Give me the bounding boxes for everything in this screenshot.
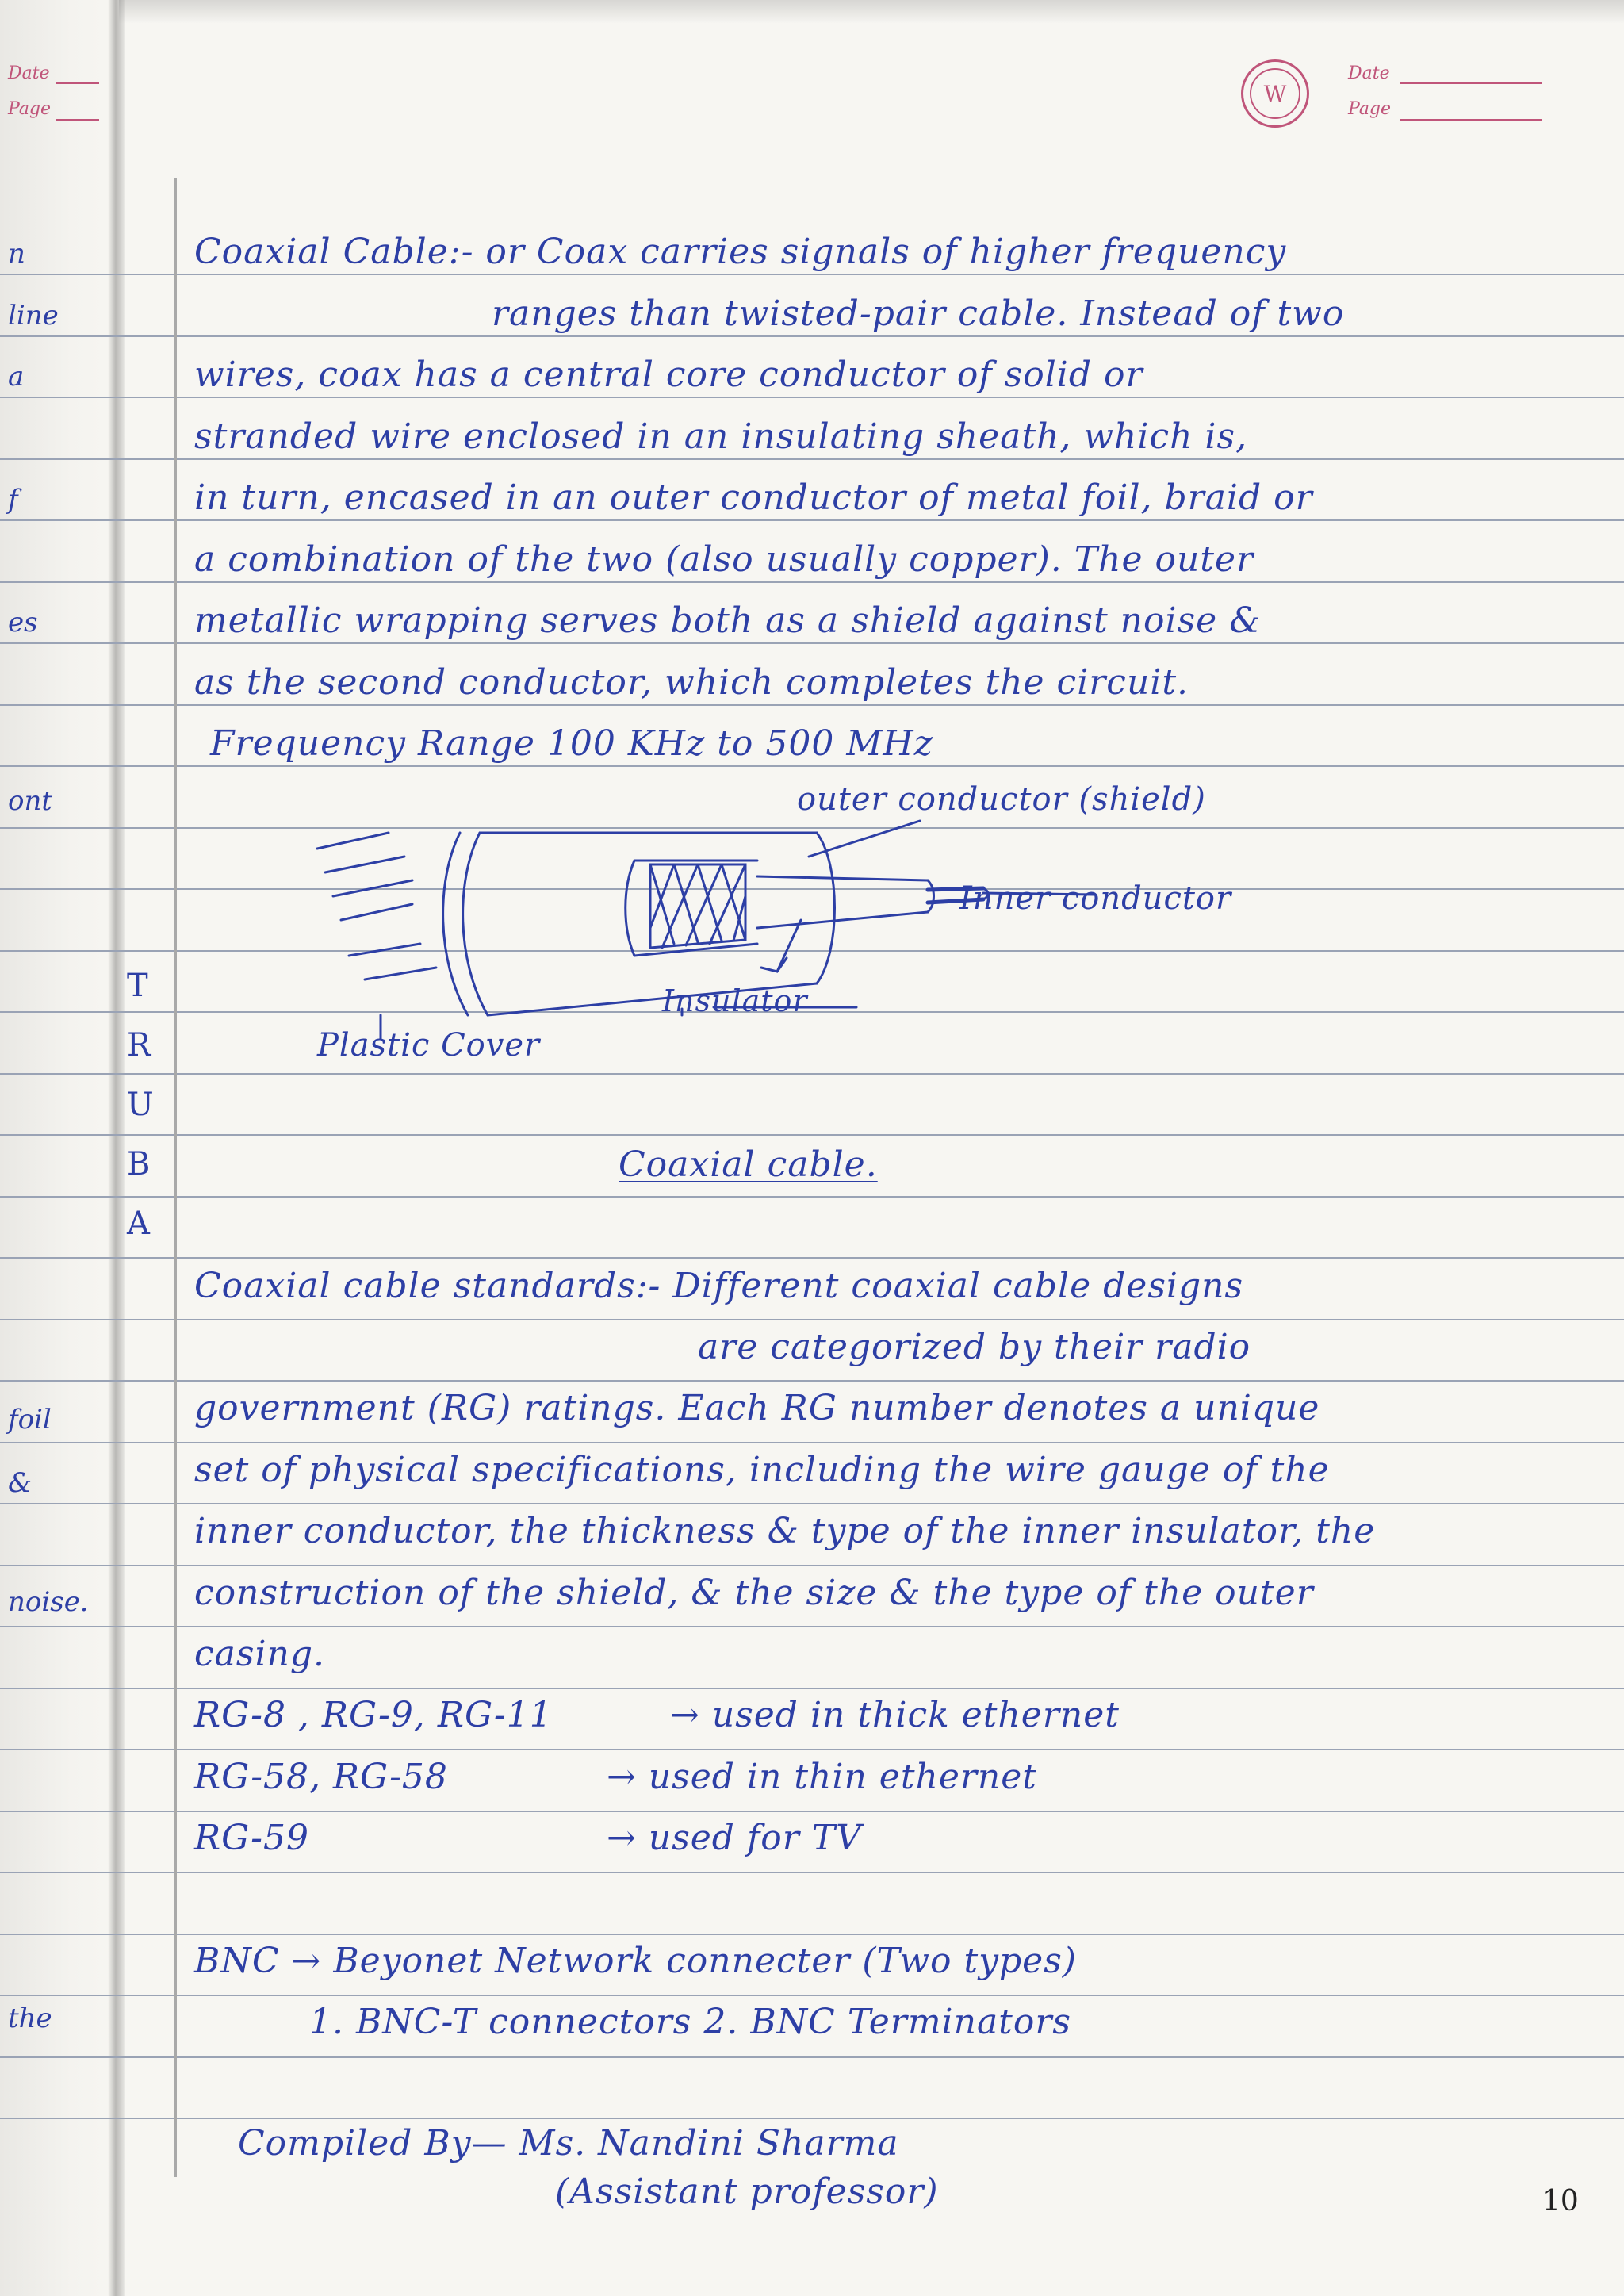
ruled-line bbox=[0, 1380, 1624, 1382]
rg-use: → used for TV bbox=[607, 1818, 862, 1858]
left-date-rule bbox=[56, 82, 99, 84]
left-date-label: Date bbox=[8, 63, 50, 83]
rg-code: RG-8 , RG-9, RG-11 bbox=[194, 1695, 553, 1735]
para2-line: construction of the shield, & the size & the type of the outer bbox=[194, 1573, 1314, 1613]
ruled-line bbox=[0, 2056, 1624, 2058]
margin-fragment: the bbox=[8, 2003, 52, 2034]
right-date-label: Date bbox=[1348, 63, 1390, 83]
author-title: (Assistant professor) bbox=[555, 2171, 939, 2212]
margin-letter: T bbox=[127, 968, 148, 1004]
ruled-line bbox=[0, 1995, 1624, 1996]
ruled-line bbox=[0, 581, 1624, 583]
margin-fragment: a bbox=[8, 361, 25, 393]
para1-line: stranded wire enclosed in an insulating sheath, which is, bbox=[194, 416, 1248, 457]
top-edge-shadow bbox=[119, 0, 1624, 24]
compiled-by: Compiled By— Ms. Nandini Sharma bbox=[238, 2123, 899, 2164]
margin-line bbox=[174, 178, 177, 2177]
ruled-line bbox=[0, 1872, 1624, 1873]
ruled-line bbox=[0, 1811, 1624, 1812]
margin-fragment: f bbox=[8, 484, 18, 516]
rg-code: RG-58, RG-58 bbox=[194, 1757, 448, 1797]
ruled-line bbox=[0, 458, 1624, 460]
ruled-line bbox=[0, 704, 1624, 706]
right-date-rule bbox=[1400, 82, 1542, 84]
rg-use: → used in thick ethernet bbox=[670, 1695, 1120, 1735]
ruled-line bbox=[0, 1934, 1624, 1935]
para2-line: government (RG) ratings. Each RG number denotes a unique bbox=[194, 1388, 1320, 1428]
right-page-rule bbox=[1400, 119, 1542, 121]
ruled-line bbox=[0, 1196, 1624, 1198]
rg-use: → used in thin ethernet bbox=[607, 1757, 1037, 1797]
left-page-label: Page bbox=[8, 99, 52, 119]
ruled-line bbox=[0, 1442, 1624, 1443]
para1-line: Coaxial Cable:- or Coax carries signals of higher frequency bbox=[194, 232, 1287, 272]
ruled-line bbox=[0, 1257, 1624, 1259]
binding-shadow bbox=[108, 0, 125, 2296]
ruled-line bbox=[0, 1626, 1624, 1627]
para1-line: a combination of the two (also usually copper). The outer bbox=[194, 539, 1254, 580]
margin-fragment: noise. bbox=[8, 1586, 89, 1618]
margin-fragment: n bbox=[8, 238, 25, 270]
para2-line: Coaxial cable standards:- Different coaxial cable designs bbox=[194, 1266, 1244, 1306]
ruled-line bbox=[0, 1749, 1624, 1750]
ruled-line bbox=[0, 2118, 1624, 2119]
margin-fragment: es bbox=[8, 607, 38, 638]
ruled-line bbox=[0, 642, 1624, 644]
diagram-caption: Coaxial cable. bbox=[619, 1144, 878, 1185]
bnc-definition: BNC → Beyonet Network connecter (Two types) bbox=[194, 1941, 1077, 1981]
para1-line: ranges than twisted-pair cable. Instead of two bbox=[492, 293, 1345, 334]
left-page-rule bbox=[56, 119, 99, 121]
para1-line: in turn, encased in an outer conductor of metal foil, braid or bbox=[194, 477, 1313, 518]
frequency-range: Frequency Range 100 KHz to 500 MHz bbox=[210, 723, 933, 764]
rg-code: RG-59 bbox=[194, 1818, 309, 1858]
logo-letter: W bbox=[1250, 68, 1300, 119]
margin-fragment: ont bbox=[8, 785, 53, 817]
label-insulator: Insulator bbox=[662, 983, 808, 1018]
margin-letter: U bbox=[127, 1087, 154, 1123]
para2-line: are categorized by their radio bbox=[698, 1327, 1251, 1367]
margin-letter: R bbox=[127, 1027, 151, 1064]
ruled-line bbox=[0, 765, 1624, 767]
para2-line: casing. bbox=[194, 1634, 326, 1674]
notebook-binding bbox=[0, 0, 119, 2296]
ruled-line bbox=[0, 519, 1624, 521]
right-page-label: Page bbox=[1348, 99, 1392, 119]
para1-line: wires, coax has a central core conductor of solid or bbox=[194, 355, 1143, 395]
ruled-line bbox=[0, 274, 1624, 275]
margin-fragment: & bbox=[8, 1467, 33, 1499]
margin-letter: B bbox=[127, 1146, 151, 1182]
ruled-line bbox=[0, 1319, 1624, 1320]
ruled-line bbox=[0, 1503, 1624, 1504]
para1-line: as the second conductor, which completes the circuit. bbox=[194, 662, 1189, 703]
ruled-line bbox=[0, 1688, 1624, 1689]
ruled-line bbox=[0, 335, 1624, 337]
para2-line: set of physical specifications, including the wire gauge of the bbox=[194, 1450, 1330, 1490]
bnc-types: 1. BNC-T connectors 2. BNC Terminators bbox=[309, 2002, 1071, 2042]
ruled-line bbox=[0, 1134, 1624, 1136]
ruled-line bbox=[0, 1565, 1624, 1566]
margin-fragment: line bbox=[8, 300, 59, 332]
para1-line: metallic wrapping serves both as a shield against noise & bbox=[194, 600, 1262, 641]
margin-letter: A bbox=[127, 1205, 150, 1242]
label-inner-conductor: Inner conductor bbox=[959, 880, 1232, 917]
margin-fragment: foil bbox=[8, 1404, 52, 1435]
brand-logo bbox=[1241, 59, 1309, 128]
para2-line: inner conductor, the thickness & type of the inner insulator, the bbox=[194, 1511, 1376, 1551]
page-number: 10 bbox=[1542, 2185, 1579, 2217]
label-plastic-cover: Plastic Cover bbox=[317, 1027, 541, 1064]
ruled-line bbox=[0, 397, 1624, 398]
label-outer-conductor: outer conductor (shield) bbox=[797, 781, 1206, 818]
